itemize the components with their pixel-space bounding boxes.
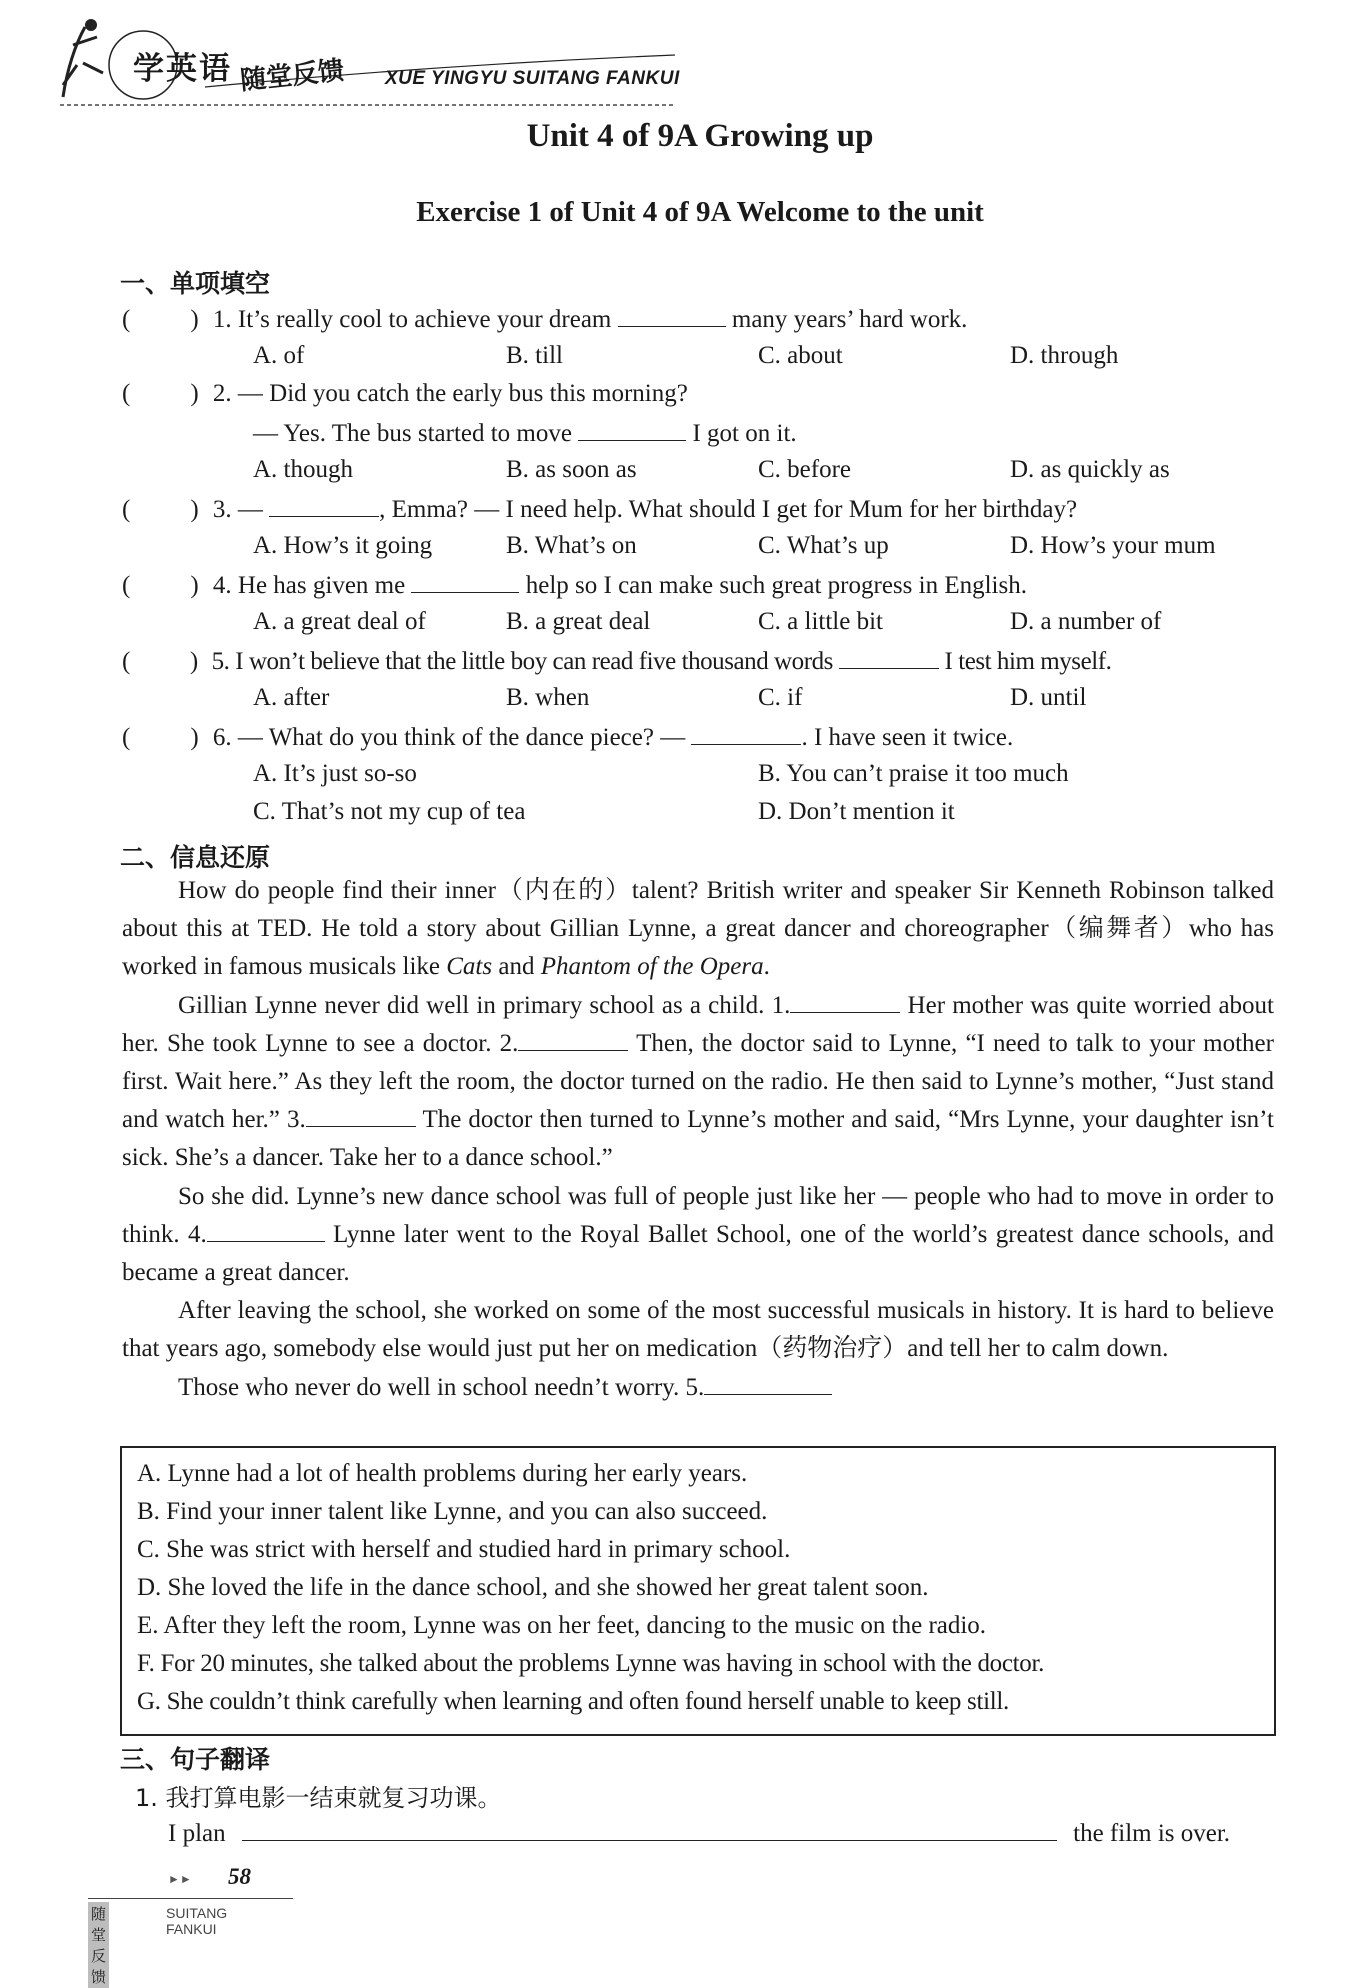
answer-blank-2[interactable] <box>518 1028 628 1051</box>
section-heading-passage: 二、信息还原 <box>120 843 271 872</box>
answer-blank-5[interactable] <box>704 1372 832 1395</box>
double-arrow-icon: ►► <box>168 1872 192 1886</box>
answer-blank[interactable] <box>691 722 801 745</box>
logo-sub-text: 随堂反馈 <box>238 55 346 97</box>
header-logo <box>55 15 695 110</box>
paragraph-4: After leaving the school, she worked on some of the most successful musicals in history. It is hard to believe that years ago, somebody else would just put her on medication（药物治疗）and tell her to calm down. <box>122 1297 1274 1363</box>
paragraph-1: How do people find their inner（内在的）talent? British writer and speaker Sir Kenneth Robinson talked about this at TED. He told a story about Gillian Lynne, a great dancer and choreographer（编舞者）who has worked in famous musicals like Cats and Phantom of the Opera. <box>122 877 1274 981</box>
translation-answer-1: I plan the film is over. <box>168 1820 1231 1847</box>
answer-blank[interactable] <box>839 646 939 669</box>
choice-e: E. After they left the room, Lynne was on her feet, dancing to the music on the radio. <box>137 1612 987 1639</box>
answer-blank[interactable] <box>618 304 726 327</box>
question-2-reply: — Yes. The bus started to move I got on it. <box>253 420 797 447</box>
choices-box <box>120 1446 1276 1736</box>
page-number: 58 <box>228 1864 251 1889</box>
worksheet-page: 学英语 随堂反馈 XUE YINGYU SUITANG FANKUI Unit 4 of 9A Growing up Exercise 1 of Unit 4 of 9A Welcome to the unit 一、单项填空 ( ) 1. It’s really cool to achieve your dream many years’ hard work. A. of B. till C. about D. through ( ) 2. — Did you catch the early bus this morning? — Yes. The bus started to move I got on it. A. though B. as soon as C. before D. as quickly as ( ) 3. — , Emma? — I need help. What should I get for Mum for her birthday? A. How’s it going B. What’s on C. What’s up D. How’s your mum ( ) 4. He has given me help so I can make such great progress in English. A. a great deal of B. a great deal C. a little bit D. a number of ( ) 5. I won’t believe that the little boy can read five thousand words I test him myself. A. after B. when C. if D. until ( ) 6. — What do you think of the dance piece? — . I have seen it twice. A. It’s just so-so B. You can’t praise it too much C. That’s not my cup of tea D. Don’t mention it 二、信息还原 How do people find their inner（内在的）talent? British writer and speaker Sir Kenneth Robinson talked about this at TED. He told a story about Gillian Lynne, a great dancer and choreographer（编舞者）who has worked in famous musicals like Cats and Phantom of the Opera. Gillian Lynne never did well in primary school as a child. 1. Her mother was quite worried about her. She took Lynne to see a doctor. 2. Then, the doctor said to Lynne, “I need to talk to your mother first. Wait here.” As they left the room, the doctor turned on the radio. He then said to Lynne’s mother, “Just stand and watch her.” 3. The doctor then turned to Lynne’s mother and said, “Mrs Lynne, your daughter isn’t sick. She’s a dancer. Take her to a dance school.” So she did. Lynne’s new dance school was full of people just like her — people who had to move in order to think. 4. Lynne later went to the Royal Ballet School, one of the world’s greatest dance schools, and became a great dancer. After leaving the school, she worked on some of the most successful musicals in history. It is hard to believe that years ago, somebody else would just put her on medication（药物治疗）and tell her to calm down. Those who never do well in school needn’t worry. 5. A. Lynne had a lot of health problems during her early years. B. Find your inner talent like Lynne, and you can also succeed. C. She was strict with herself and studied hard in primary school. D. She loved the life in the dance school, and she showed her great talent soon. E. After they left the room, Lynne was on her feet, dancing to the music on the radio. F. For 20 minutes, she talked about the problems Lynne was having in school with the doctor. G. She couldn’t think carefully when learning and often found herself unable to keep still. 三、句子翻译 1. 我打算电影一结束就复习功课。 I plan the film is over. ►► 58 随堂反馈 SUITANG FANKUI <box>0 0 1350 1966</box>
choice-f: F. For 20 minutes, she talked about the problems Lynne was having in school with the doctor. <box>137 1650 1045 1677</box>
answer-blank-3[interactable] <box>306 1104 416 1127</box>
footer-label-cn: 随堂反馈 <box>88 1902 109 1988</box>
logo-pinyin: XUE YINGYU SUITANG FANKUI <box>385 68 680 89</box>
answer-blank[interactable] <box>269 494 379 517</box>
answer-blank-4[interactable] <box>207 1219 325 1242</box>
question-2: ( ) 2. — Did you catch the early bus this morning? <box>122 380 688 407</box>
paragraph-3: So she did. Lynne’s new dance school was full of people just like her — people who had to move in order to think. 4. Lynne later went to the Royal Ballet School, one of the world’s greatest dance schools, and became a great dancer. <box>122 1182 1274 1287</box>
choice-a: A. Lynne had a lot of health problems during her early years. <box>137 1460 748 1487</box>
choice-b: B. Find your inner talent like Lynne, and you can also succeed. <box>137 1498 768 1525</box>
answer-blank[interactable] <box>411 570 519 593</box>
question-5: ( ) 5. I won’t believe that the little boy can read five thousand words I test him myself. <box>122 648 1112 675</box>
translation-prompt-1: 1. 我打算电影一结束就复习功课。 <box>135 1784 502 1812</box>
logo-main-text: 学英语 <box>133 51 232 87</box>
question-6: ( ) 6. — What do you think of the dance piece? — . I have seen it twice. <box>122 724 1014 751</box>
section-heading-translation: 三、句子翻译 <box>120 1745 271 1774</box>
question-3: ( ) 3. — , Emma? — I need help. What should I get for Mum for her birthday? <box>122 496 1078 523</box>
paragraph-2: Gillian Lynne never did well in primary school as a child. 1. Her mother was quite worried about her. She took Lynne to see a doctor. 2. Then, the doctor said to Lynne, “I need to talk to your mother first. Wait here.” As they left the room, the doctor turned on the radio. He then said to Lynne’s mother, “Just stand and watch her.” 3. The doctor then turned to Lynne’s mother and said, “Mrs Lynne, your daughter isn’t sick. She’s a dancer. Take her to a dance school.” <box>122 991 1274 1172</box>
choice-d: D. She loved the life in the dance school, and she showed her great talent soon. <box>137 1574 929 1601</box>
question-4: ( ) 4. He has given me help so I can make such great progress in English. <box>122 572 1027 599</box>
section-heading-mcq: 一、单项填空 <box>120 269 271 298</box>
exercise-title: Exercise 1 of Unit 4 of 9A Welcome to the unit <box>416 196 984 228</box>
answer-blank[interactable] <box>578 418 686 441</box>
answer-blank-1[interactable] <box>790 990 900 1013</box>
page-title: Unit 4 of 9A Growing up <box>526 118 874 154</box>
choice-c: C. She was strict with herself and studied hard in primary school. <box>137 1536 791 1563</box>
paragraph-5: Those who never do well in school needn’t worry. 5. <box>122 1369 1274 1407</box>
question-1: ( ) 1. It’s really cool to achieve your dream many years’ hard work. <box>122 306 968 333</box>
reading-passage <box>122 872 1274 1407</box>
footer-label-pinyin: SUITANG FANKUI <box>166 1905 228 1937</box>
translation-blank[interactable] <box>242 1818 1057 1841</box>
choice-g: G. She couldn’t think carefully when learning and often found herself unable to keep still. <box>137 1688 1009 1715</box>
